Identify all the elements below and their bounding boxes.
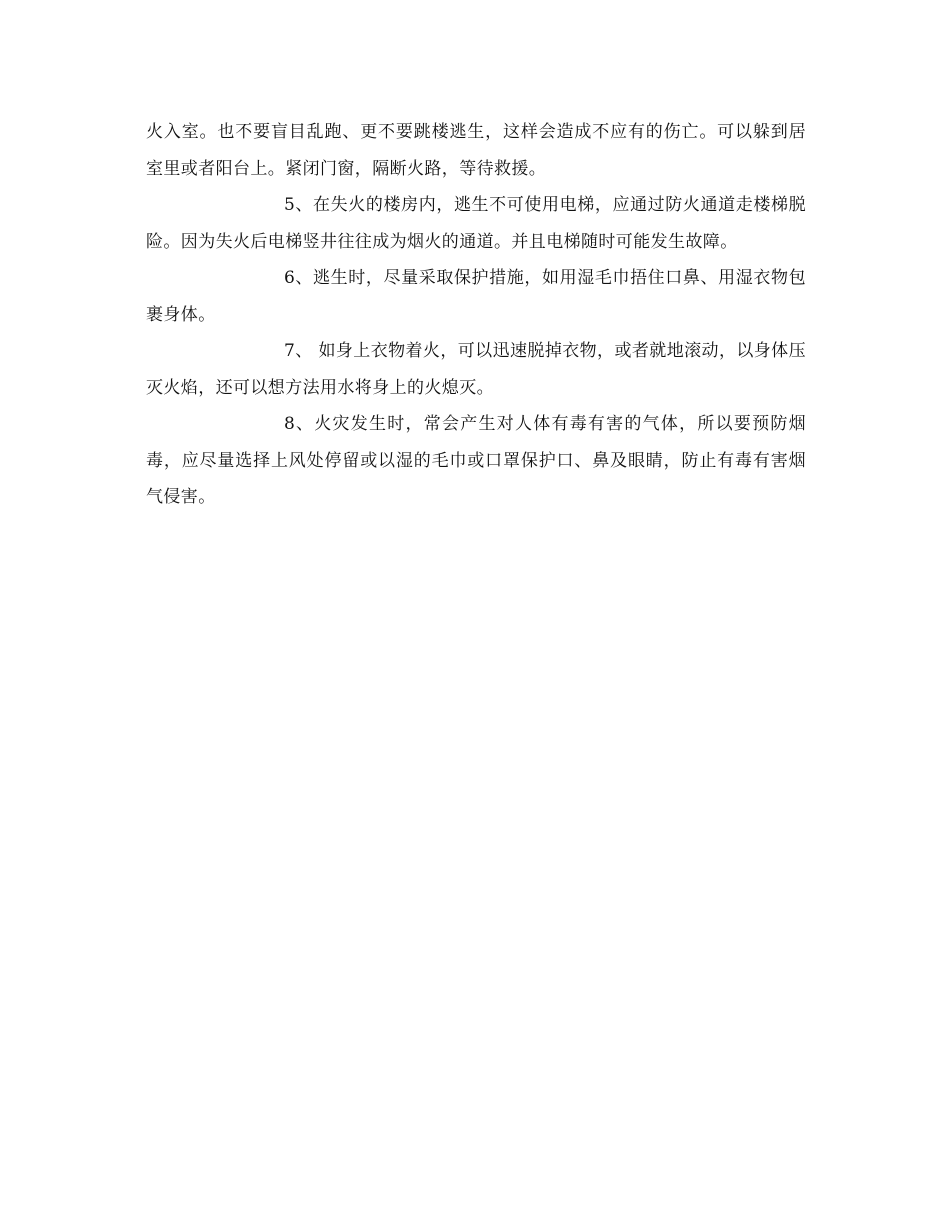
paragraph-item-6: 6、逃生时，尽量采取保护措施，如用湿毛巾捂住口鼻、用湿衣物包裹身体。 (146, 268, 806, 325)
paragraph-item-8: 8、火灾发生时，常会产生对人体有毒有害的气体，所以要预防烟毒，应尽量选择上风处停留或以湿的毛巾或口罩保护口、鼻及眼睛，防止有毒有害烟气侵害。 (146, 414, 806, 507)
paragraph-continuation: 火入室。也不要盲目乱跑、更不要跳楼逃生，这样会造成不应有的伤亡。可以躲到居室里或者阳台上。紧闭门窗，隔断火路，等待救援。 (146, 122, 806, 179)
paragraph-item-7: 7、 如身上衣物着火，可以迅速脱掉衣物，或者就地滚动，以身体压灭火焰，还可以想方法用水将身上的火熄灭。 (146, 341, 806, 398)
paragraph-item-5: 5、在失火的楼房内，逃生不可使用电梯，应通过防火通道走楼梯脱险。因为失火后电梯竖井往往成为烟火的通道。并且电梯随时可能发生故障。 (146, 195, 806, 252)
document-body (146, 114, 806, 516)
